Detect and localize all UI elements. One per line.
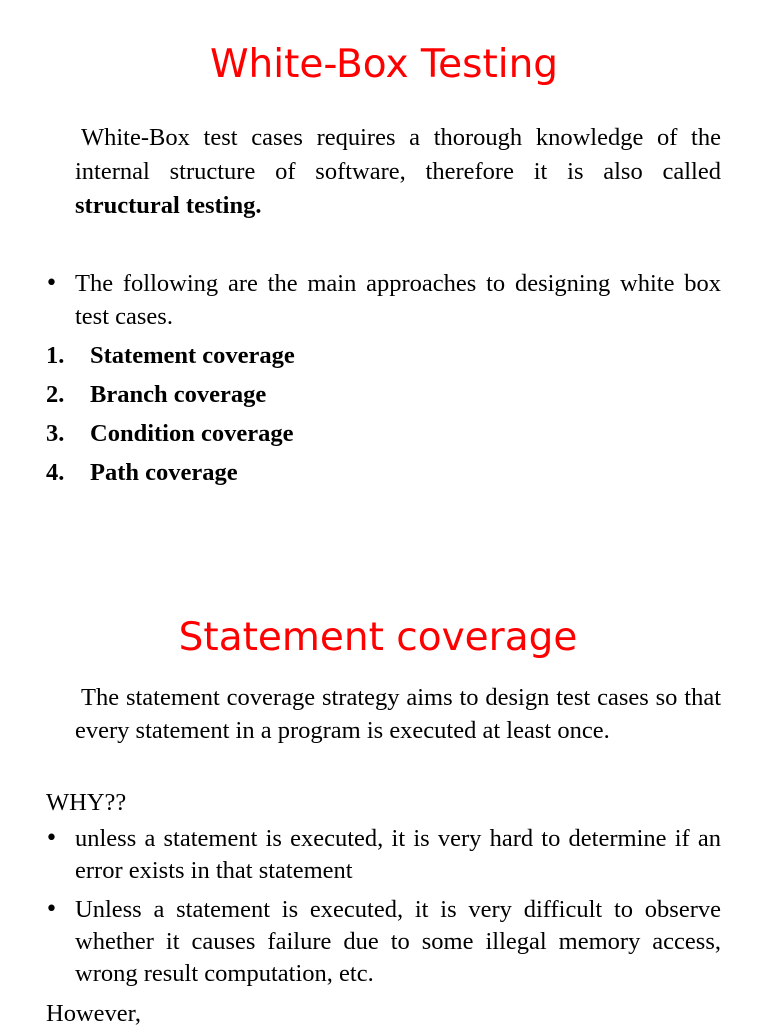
approach-number: 1. [46,342,65,369]
approach-item-1 [46,339,295,372]
approach-item-3 [46,417,293,450]
approach-label: Branch coverage [90,381,267,408]
approach-label: Path coverage [90,459,238,486]
intro-text: The statement coverage strategy aims to design test cases so that every statement in a program is executed at least once. [75,684,721,744]
bullet-text: The following are the main approaches to designing white box test cases. [75,270,721,330]
why-label: WHY?? [46,789,127,816]
reason-text: Unless a statement is executed, it is very difficult to observe whether it causes failure due to some illegal memory access, wrong result computation, etc. [75,896,721,987]
list-item [45,823,721,887]
approach-label: Condition coverage [90,420,294,447]
bullet-icon: • [45,826,58,851]
page-title: White-Box Testing [209,42,559,87]
white-box-intro [75,121,721,223]
section-title: Statement coverage [178,615,578,660]
reason-text: unless a statement is executed, it is very hard to determine if an error exists in that statement [75,825,721,884]
approach-label: Statement coverage [90,342,295,369]
approach-number: 2. [46,381,65,408]
approach-number: 4. [46,459,65,486]
list-item [45,894,721,990]
list-item [45,267,721,333]
statement-coverage-intro [75,681,721,747]
bullet-icon: • [45,271,58,296]
bullet-icon: • [45,897,58,922]
approach-item-4 [46,456,238,489]
intro-bold-term: structural testing. [75,192,262,219]
intro-text: White-Box test cases requires a thorough knowledge of the internal structure of software, therefore it is also called [75,124,721,185]
however-label: However, [46,1000,141,1027]
approach-item-2 [46,378,266,411]
approach-number: 3. [46,420,65,447]
